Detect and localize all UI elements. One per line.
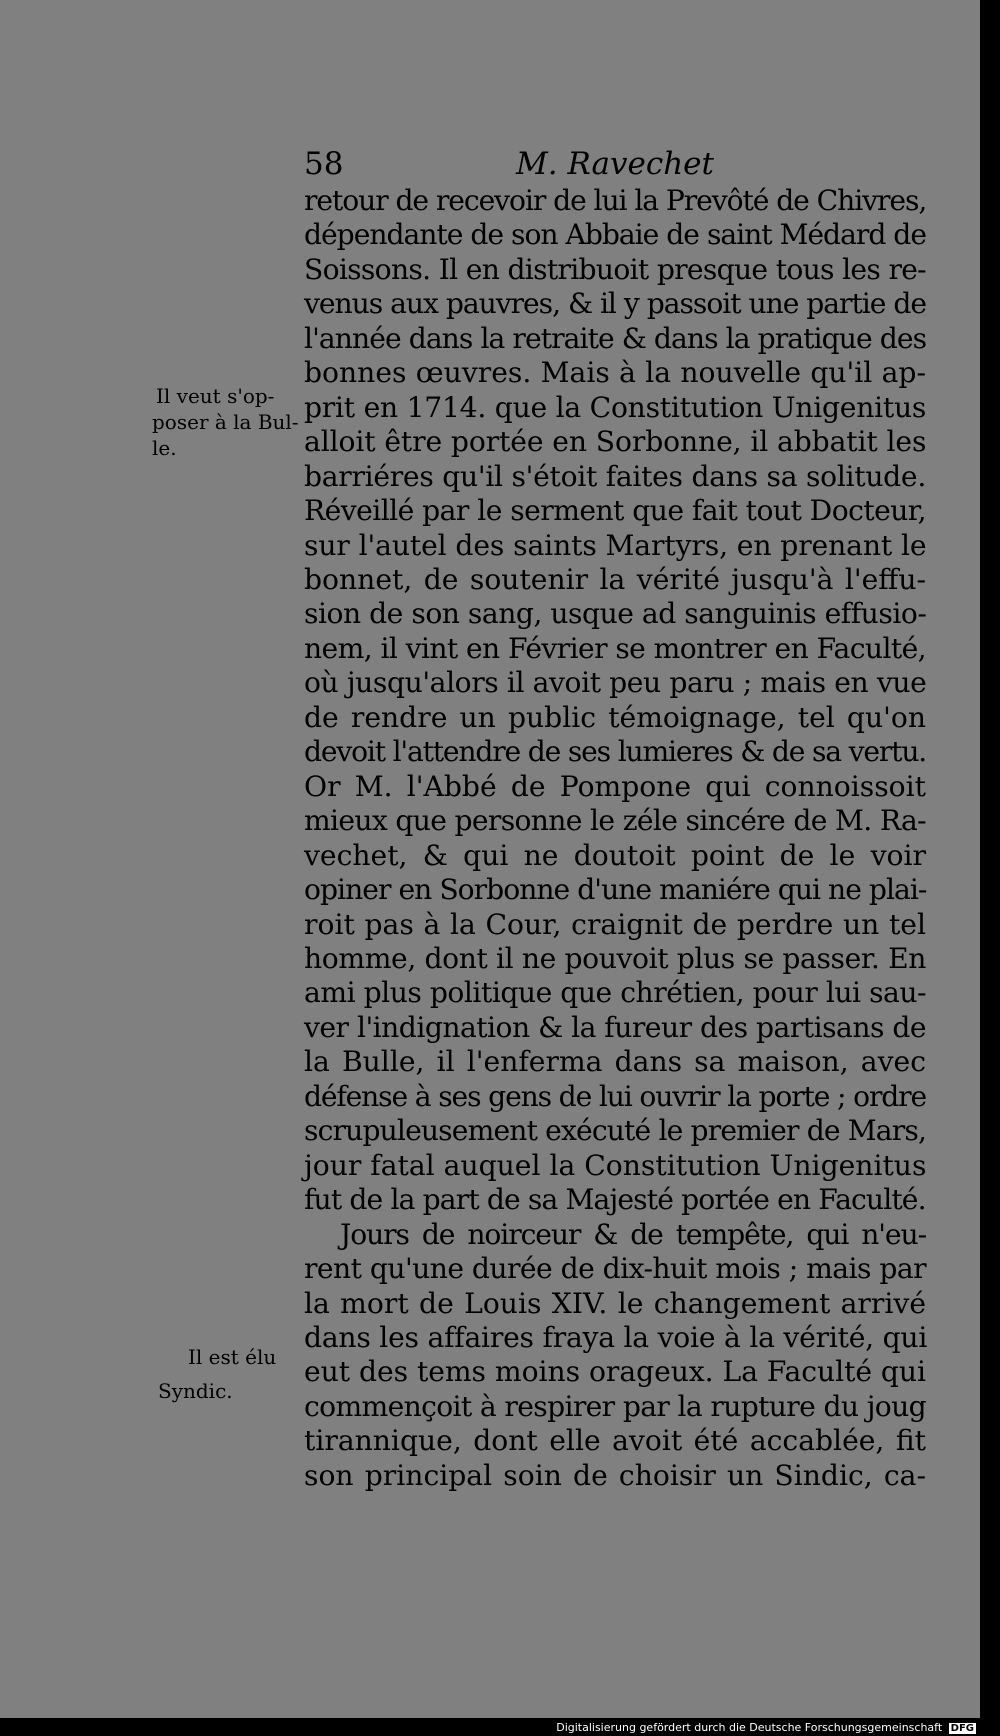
- page-number: 58: [304, 146, 344, 182]
- text-line: ver l'indignation & la fureur des partisans de: [304, 1010, 927, 1044]
- running-title: M. Ravechet: [516, 146, 714, 182]
- margin-note-line: le.: [152, 436, 177, 460]
- text-line: dans les affaires fraya la voie à la vérité, qui: [304, 1320, 928, 1354]
- text-line: Réveillé par le serment que fait tout Docteur,: [304, 494, 926, 528]
- margin-note-oppose-bulle: [152, 383, 299, 461]
- text-line: fut de la part de sa Majesté portée en Faculté.: [304, 1183, 926, 1217]
- page-header: [304, 146, 864, 186]
- text-line: eut des tems moins orageux. La Faculté qui: [304, 1355, 926, 1389]
- text-line: Soissons. Il en distribuoit presque tous les re-: [304, 252, 926, 286]
- text-line: opiner en Sorbonne d'une maniére qui ne plai-: [304, 873, 927, 907]
- text-line: mieux que personne le zéle sincére de M. Ra-: [304, 804, 926, 838]
- text-line: devoit l'attendre de ses lumieres & de sa vertu.: [304, 735, 927, 769]
- text-line: Jours de noirceur & de tempête, qui n'eu-: [340, 1217, 926, 1251]
- text-line: bonnes œuvres. Mais à la nouvelle qu'il ap-: [304, 356, 926, 390]
- text-line: jour fatal auquel la Constitution Unigenitus: [304, 1148, 927, 1182]
- text-line: venus aux pauvres, & il y passoit une partie de: [304, 287, 926, 321]
- text-line: barriéres qu'il s'étoit faites dans sa solitude.: [304, 459, 926, 493]
- margin-note-line: Il est élu: [188, 1345, 277, 1369]
- margin-note-line: Syndic.: [158, 1379, 233, 1403]
- text-line: scrupuleusement exécuté le premier de Mars,: [304, 1114, 927, 1148]
- text-line: alloit être portée en Sorbonne, il abbatit les: [304, 425, 927, 459]
- text-line: la Bulle, il l'enferma dans sa maison, avec: [304, 1045, 926, 1079]
- text-line: homme, dont il ne pouvoit plus se passer. En: [304, 941, 927, 975]
- text-line: sur l'autel des saints Martyrs, en prenant le: [304, 528, 927, 562]
- text-line: dépendante de son Abbaie de saint Médard de: [304, 218, 926, 252]
- text-line: Or M. l'Abbé de Pompone qui connoissoit: [304, 769, 926, 803]
- text-line: l'année dans la retraite & dans la pratique des: [304, 321, 927, 355]
- margin-note-line: Il veut s'op-: [156, 384, 275, 408]
- body-text: [304, 184, 926, 1493]
- text-line: nem, il vint en Février se montrer en Faculté,: [304, 631, 926, 665]
- text-line: rent qu'une durée de dix-huit mois ; mais par: [304, 1252, 926, 1286]
- text-line: de rendre un public témoignage, tel qu'on: [304, 700, 926, 734]
- text-line: sion de son sang, usque ad sanguinis effusio-: [304, 597, 927, 631]
- margin-note-elu-syndic: [158, 1340, 276, 1408]
- text-line: où jusqu'alors il avoit peu paru ; mais en vue: [304, 666, 927, 700]
- text-line: bonnet, de soutenir la vérité jusqu'à l'effu-: [304, 562, 926, 596]
- text-line: prit en 1714. que la Constitution Unigenitus: [304, 390, 927, 424]
- text-line: roit pas à la Cour, craignit de perdre un tel: [304, 907, 926, 941]
- text-line: ami plus politique que chrétien, pour lui sau-: [304, 976, 927, 1010]
- text-line: la mort de Louis XIV. le changement arrivé: [304, 1286, 926, 1320]
- margin-note-line: poser à la Bul-: [152, 410, 299, 434]
- text-line: défense à ses gens de lui ouvrir la porte ; ordre: [304, 1079, 926, 1113]
- credit-text: Digitalisierung gefördert durch die Deutsche Forschungsgemeinschaft: [556, 1721, 943, 1734]
- dfg-logo: DFG: [950, 1723, 974, 1734]
- text-line: tirannique, dont elle avoit été accablée, fit: [304, 1424, 926, 1458]
- text-line: vechet, & qui ne doutoit point de le voir: [304, 838, 926, 872]
- digitization-credit: [556, 1721, 976, 1734]
- text-line: son principal soin de choisir un Sindic, ca-: [304, 1458, 926, 1492]
- text-line: retour de recevoir de lui la Prevôté de Chivres,: [304, 184, 927, 217]
- text-line: commençoit à respirer par la rupture du joug: [304, 1389, 926, 1423]
